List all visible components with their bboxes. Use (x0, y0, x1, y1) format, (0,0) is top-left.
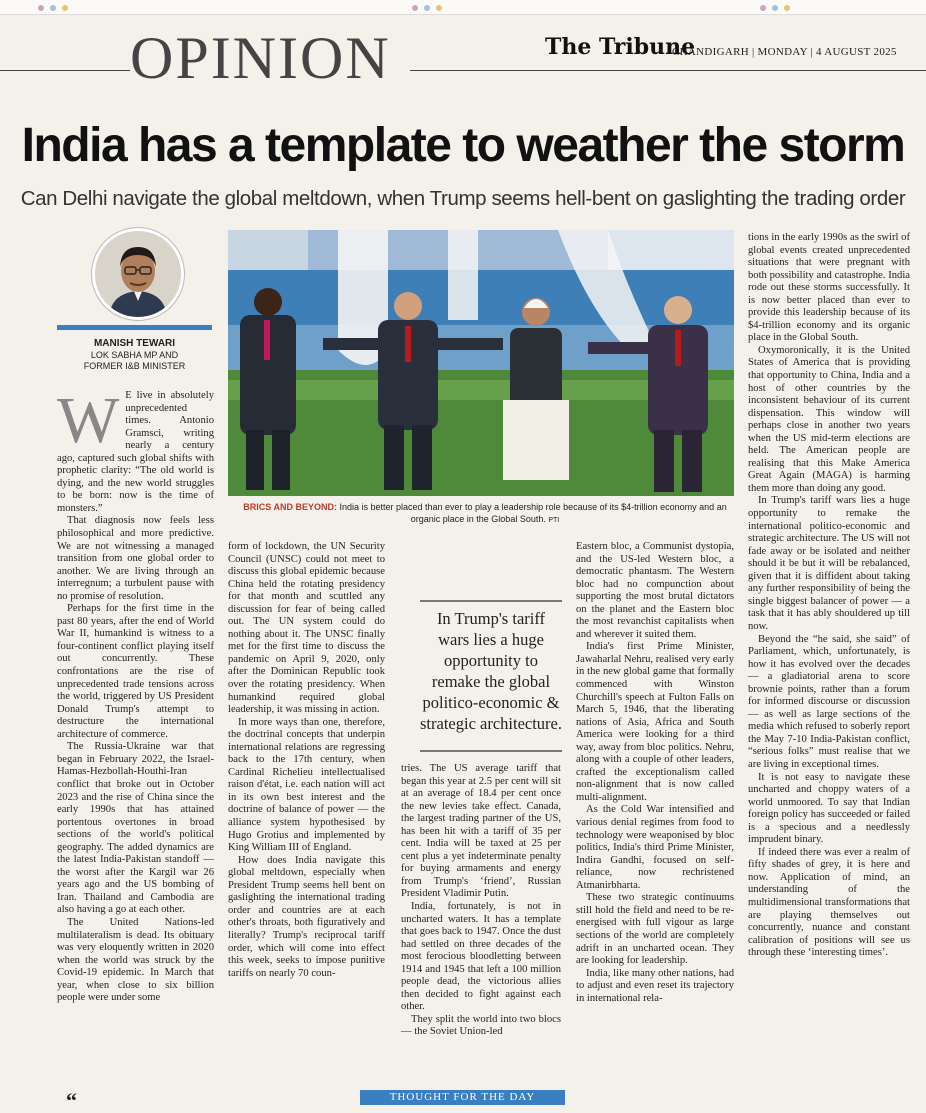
article-paragraph: These two strategic continuums still hold the field and need to be re-energised with full vigour as large sections of the world are completely adrift in an uncharted ocean. They are looking for leadership. (576, 892, 734, 967)
print-mark (760, 5, 766, 11)
dateline: CHANDIGARH | MONDAY | 4 AUGUST 2025 (672, 46, 897, 58)
thought-for-the-day-band: THOUGHT FOR THE DAY (360, 1090, 565, 1105)
article-paragraph: Oxymoronically, it is the United States of America that is providing that opportunity to China, India and a host of other countries by the inconsistent behaviour of its current dispensation. This window will perhaps close in another two years when the US mid-term elections are held. The American people are realising that this Make America Great Again (MAGA) is harming them more than doing any good. (748, 344, 910, 494)
print-mark (412, 5, 418, 11)
article-paragraph: In more ways than one, therefore, the doctrinal concepts that underpin international relations are regressing back to the 17th century, when Cardinal Richelieu intellectualised raison d'état, i.e. each nation will act in its own best interest and the doctrine of balance of power — the alliance system hypothesised by Hugo Grotius and implemented by King William III of England. (228, 716, 385, 854)
top-print-strip (0, 0, 926, 15)
caption-lead: BRICS AND BEYOND: (243, 502, 337, 512)
article-paragraph: India, fortunately, is not in uncharted waters. It has a template that goes back to 1947. Once the dust had settled on three decades of the most ferocious bloodletting between 1914 and 1945 that left a 100 million people dead, the victorious allies then decided to fight against each other. (401, 901, 561, 1013)
author-role-line: FORMER I&B MINISTER (83, 361, 186, 371)
article-column-5 (748, 232, 910, 960)
header-rule-right (410, 70, 926, 71)
article-paragraph: India, like many other nations, had to adjust and even reset its trajectory in international rela- (576, 967, 734, 1004)
article-paragraph: It is not easy to navigate these uncharted and choppy waters of a world unmoored. To say that Indian foreign policy has succeeded or failed is a specious and a needlessly imprudent binary. (748, 771, 910, 846)
header-rule-left (0, 70, 130, 71)
article-column-2 (228, 541, 385, 980)
article-paragraph: How does India navigate this global meltdown, especially when President Trump seems hell bent on gaslighting the international trading order and countries are at each other's throats, both figuratively and literally? Trump's reciprocal tariff order, which will come into effect this week, seeks to impose punitive tariffs on nearly 70 coun- (228, 854, 385, 979)
article-paragraph: They split the world into two blocs — the Soviet Union-led (401, 1013, 561, 1038)
print-mark (436, 5, 442, 11)
article-paragraph: In Trump's tariff wars lies a huge opportunity to remake the international politico-economic and strategic architecture. The US will not fade away or be isolated and neither should it be but it will be rebalanced, given that it is diffident about taking any further responsibility of being the single biggest balancer of power — a task that it has ably shouldered up till now. (748, 495, 910, 632)
photo-caption (235, 501, 735, 527)
article-paragraph: Perhaps for the first time in the past 80 years, after the end of World War II, humankind is witness to a four-continent conflict playing itself out concurrently. These confrontations are the rise of unprecedented trade tensions across the world, triggered by US President Donald Trump's attempt to destructure the international architecture of commerce. (57, 603, 214, 740)
article-paragraph: That diagnosis now feels less philosophical and more predictive. We are not witnessing a managed transition from one global order to another. We are living through an interregnum; a turbulent pause with no promise of resolution. (57, 515, 214, 602)
article-paragraph: W E live in absolutely unprecedented times. Antonio Gramsci, writing nearly a century ago, captured such global shifts with prophetic clarity: “The old world is dying, and the new world struggles to be born: now is the time of monsters.” (57, 384, 214, 514)
print-mark (784, 5, 790, 11)
article-paragraph: The Russia-Ukraine war that began in February 2022, the Israel-Hamas-Hezbollah-Houthi-Iran conflict that broke out in October 2023 and the rise of China since the early 1990s that has attained portentous overtones in broad sections of the world's political geography. The added dynamics are the latest India-Pakistan standoff — the worst after the Kargil war 26 years ago and the US bombing of Iran. Thailand and Cambodia are also having a go at each other. (57, 741, 214, 916)
quote-mark-icon: “ (66, 1088, 77, 1113)
author-role-line: LOK SABHA MP AND (90, 350, 179, 360)
pull-quote-rule (420, 750, 562, 752)
subheadline: Can Delhi navigate the global meltdown, when Trump seems hell-bent on gaslighting the trading order (20, 187, 906, 210)
print-mark (62, 5, 68, 11)
article-paragraph: form of lockdown, the UN Security Council (UNSC) could not meet to discuss this global epidemic because China held the rotating presidency for that month and scuttled any discussion for fear of being called out. The UN system could do nothing about it. The UNSC finally met for the first time to discuss the pandemic on April 9, 2020, only after the Dominican Republic took over the rotating presidency. When humankind required global leadership, it was missing in action. (228, 541, 385, 716)
author-avatar (92, 228, 184, 320)
masthead-logo: The Tribune (545, 34, 696, 60)
news-photo (228, 230, 734, 496)
article-paragraph: As the Cold War intensified and various denial regimes from food to technology were weaponised by bloc politics, India's third Prime Minister, Indira Gandhi, focused on self-reliance, now rechristened Atmanirbharta. (576, 804, 734, 891)
pull-quote: In Trump's tariff wars lies a huge opportunity to remake the global politico-economic & strategic architecture. (420, 609, 562, 733)
article-paragraph: tries. The US average tariff that began this year at 2.5 per cent will sit at an average of 18.4 per cent once the new levies take effect. Canada, the largest trading partner of the US, has been hit with a tariff of 35 per cent. India will be taxed at 25 per cent plus a yet indeterminate penalty for buying armaments and energy from Trump's ‘friend’, Russian President Vladimir Putin. (401, 763, 561, 900)
article-column-4 (576, 541, 734, 1005)
article-paragraph: The United Nations-led multilateralism is dead. Its obituary was very eloquently written in 2020 when the world was struck by the Covid-19 epidemic. In March that year, when close to six billion people were under some (57, 916, 214, 1004)
article-paragraph: Beyond the “he said, she said” of Parliament, which, unfortunately, is how it has evolved over the decades — a gladiatorial arena to score brownie points, rather than a forum for informed discourse or discussion — as well as large sections of the media which refused to soberly report the May 7-10 India-Pakistan conflict, “serious folks” must realise that we are living in exceptional times. (748, 633, 910, 770)
byline-accent-bar (57, 325, 212, 330)
print-mark (424, 5, 430, 11)
article-paragraph: Eastern bloc, a Communist dystopia, and the US-led Western bloc, a democratic phantasm. The Western bloc had no compunction about supporting the most brutal dictators on the planet and the Eastern bloc the most revanchist capitalists when and wherever it suited them. (576, 541, 734, 640)
article-paragraph: tions in the early 1990s as the swirl of global events created unprecedented situations that were pregnant with both possibility and catastrophe. India rode out these storms successfully. It is now better placed than ever to provide this leadership because of its $4-trillion economy and its organic place in the Global South. (748, 232, 910, 344)
author-role (57, 350, 212, 372)
article-column-3 (401, 763, 561, 1039)
section-title: OPINION (130, 25, 391, 91)
print-mark (38, 5, 44, 11)
author-name: MANISH TEWARI (93, 338, 176, 349)
drop-cap: W (57, 384, 120, 457)
article-column-1 (57, 384, 214, 1005)
article-paragraph: India's first Prime Minister, Jawaharlal Nehru, realised very early in the new global game that formally commenced with Winston Churchill's speech at Fulton Falls on March 5, 1946, that the liberating nations of Asia, Africa and South America were looking for a third way, away from bloc politics. Nehru, along with a couple of other leaders, crafted the exceptionalism called non-alignment that is now called multi-alignment. (576, 641, 734, 803)
photo-credit: PTI (548, 517, 560, 524)
headline: India has a template to weather the storm (21, 119, 905, 172)
print-mark (772, 5, 778, 11)
caption-text: India is better placed than ever to play a leadership role because of its $4-trillion economy and an organic place in the Global South. (339, 502, 727, 524)
print-mark (50, 5, 56, 11)
pull-quote-rule (420, 600, 562, 602)
article-paragraph: If indeed there was ever a realm of fifty shades of grey, it is here and now. Application of mind, an understanding of the multidimensional transformations that are playing themselves out concurrently, nuance and constant calibration of positions will see us through these ‘interesting times’. (748, 846, 910, 959)
